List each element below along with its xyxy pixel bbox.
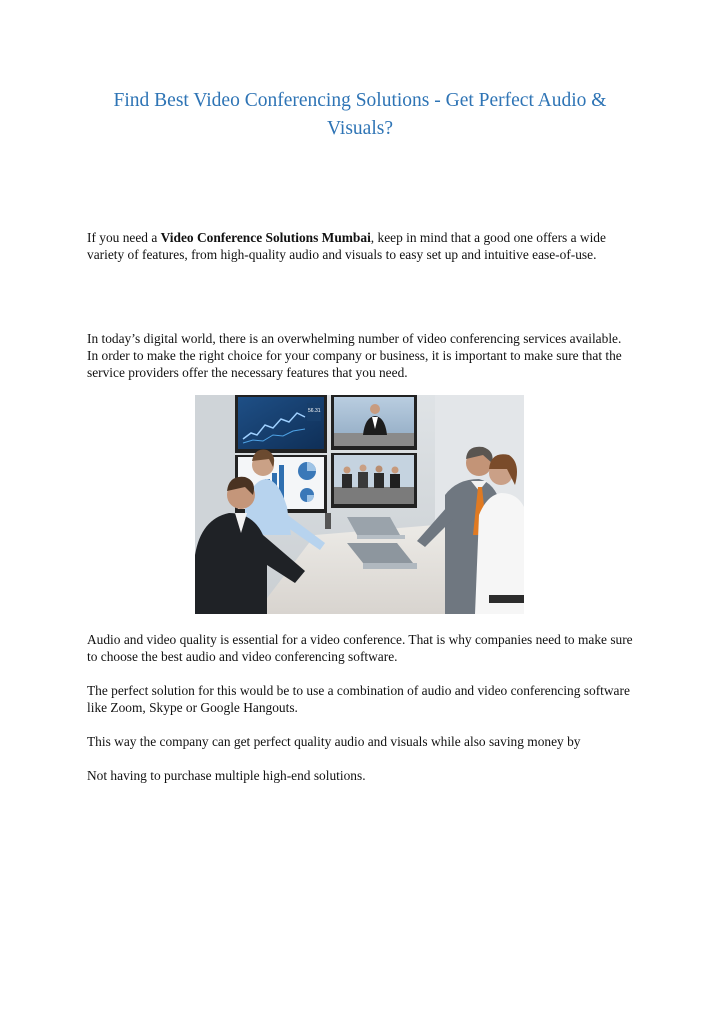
intro-text-start: If you need a [87, 230, 161, 245]
intro-keyword-bold: Video Conference Solutions Mumbai [160, 230, 371, 245]
savings-paragraph: This way the company can get perfect quality audio and visuals while also saving money by [87, 734, 581, 749]
quality-paragraph: Audio and video quality is essential for a video conference. That is why companies need to make sure to choose the best audio and video conferencing software. [87, 632, 633, 664]
conference-room-photo [195, 395, 524, 614]
intro-paragraph [87, 229, 635, 263]
screen-readout: 56.31 [308, 408, 321, 414]
solution-paragraph: The perfect solution for this would be to use a combination of audio and video conferencing software like Zoom, Skype or Google Hangouts. [87, 683, 630, 715]
digital-world-paragraph: In today’s digital world, there is an overwhelming number of video conferencing services available. In order to make the right choice for your company or business, it is important to make sure that the service providers offer the necessary features that you need. [87, 331, 622, 380]
chart-monitor [235, 395, 327, 453]
page-title: Find Best Video Conferencing Solutions - Get Perfect Audio & Visuals? [113, 90, 607, 139]
closing-paragraph: Not having to purchase multiple high-end solutions. [87, 768, 366, 783]
intro-text-end: , keep in mind that a good one offers a wide variety of features, from high-quality audio and visuals to easy set up and intuitive ease-of-use. [87, 230, 606, 262]
team-monitor [331, 453, 417, 508]
presenter-monitor [331, 395, 417, 450]
